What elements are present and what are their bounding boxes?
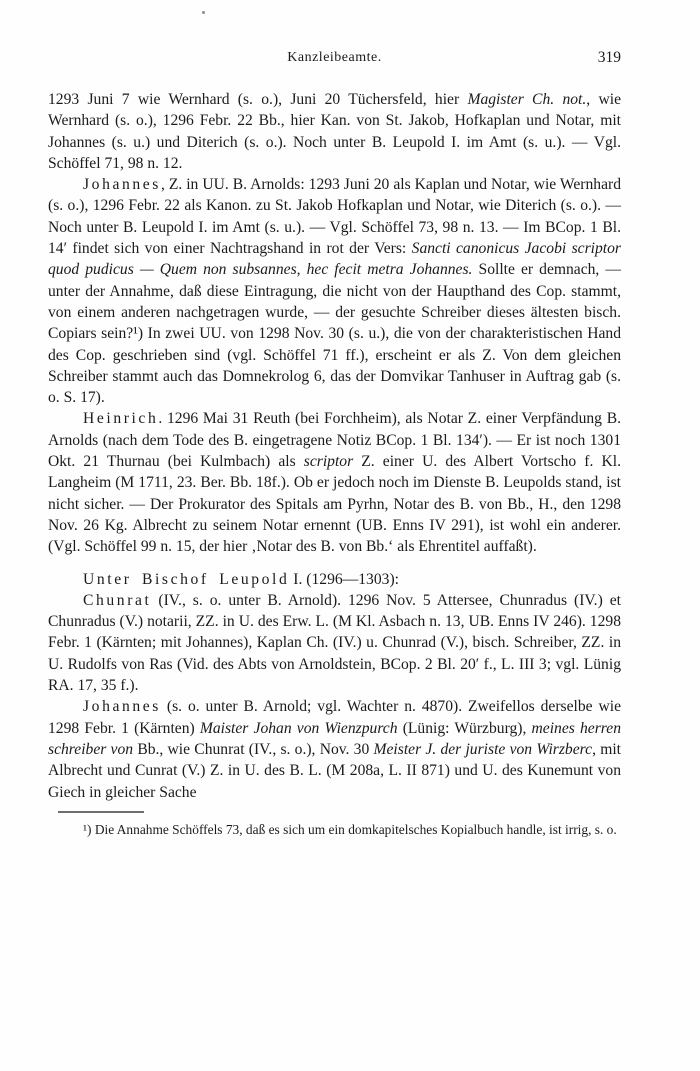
italic-text-run: Meister J. der juriste von Wirzberc — [373, 740, 593, 758]
paragraph — [48, 696, 621, 802]
text-run: . 1296 Mai 31 Reuth (bei Forchheim), als Notar Z. einer Verpfändung B. Arnolds (nach dem Tode des B. eingetragene Notiz BCop. 1 Bl. 134′). — Er ist noch 1301 Okt. 21 Thurnau (bei Kulmbach) als — [48, 410, 621, 471]
italic-text-run: Magister Ch. not. — [467, 91, 587, 108]
paragraph — [48, 590, 621, 696]
footnote-text: ¹) Die Annahme Schöffels 73, daß es sich um ein domkapitelsches Kopialbuch handle, ist irrig, s. o. — [83, 821, 617, 837]
italic-text-run: scriptor — [303, 453, 354, 471]
paragraph — [48, 174, 621, 408]
letterspaced-name: Unter Bischof Leupold — [83, 570, 290, 588]
text-run: (IV., s. o. unter B. Arnold). 1296 Nov. 5 Attersee, Chunradus (IV.) et Chunradus (V.) notarii, ZZ. in U. des Erw. L. (M Kl. Asbach n. 13, UB. Enns IV 246). 1298 Febr. 1 (Kärnten; mit Johannes), Kaplan Ch. (IV.) u. Chunrad (V.), bisch. Schreiber, ZZ. in U. Rudolfs von Ras (Vid. des Abts von Arnoldstein, BCop. 2 Bl. 20′ f., L. III 3; vgl. Lünig RA. 17, 35 f.). — [48, 591, 621, 695]
page-content — [48, 0, 621, 840]
letterspaced-name: Johannes — [83, 698, 161, 716]
paragraph — [48, 408, 621, 557]
body-text — [48, 89, 621, 803]
page-number: 319 — [597, 49, 621, 66]
footnote-block — [48, 811, 621, 841]
section-heading — [48, 569, 621, 590]
text-run: Z. einer U. des Albert Vortscho f. Kl. Langheim (M 1711, 23. Ber. Bb. 18f.). Ob er jedoch noch im Dienste B. Leupolds stand, ist nicht sicher. — Der Prokurator des Spitals am Pyrhn, Notar des B. von Bb., H., den 1298 Nov. 26 Kg. Albrecht zu seinem Notar ernennt (UB. Enns IV 291), ist wohl ein anderer. (Vgl. Schöffel 99 n. 15, der hier ‚Notar des B. von Bb.‘ als Ehrentitel auffaßt). — [48, 453, 621, 556]
letterspaced-name: Heinrich — [83, 410, 159, 428]
footnote-rule — [58, 811, 144, 813]
text-run: Bb., wie Chunrat (IV., s. o.), Nov. 30 — [137, 740, 374, 758]
italic-text-run: Sancti canonicus Jacobi scriptor quod pudicus — Quem non subsannes, hec fecit metra Johannes. — [48, 240, 621, 279]
text-run: , wie Wernhard (s. o.), 1296 Febr. 22 Bb., hier Kan. von St. Jakob, Hofkaplan und Notar, mit Johannes (s. u.) und Diterich (s. o.). Noch unter B. Leupold I. im Amt (s. u.). — Vgl. Schöffel 71, 98 n. 12. — [48, 91, 621, 172]
text-run: , mit Albrecht und Cunrat (V.) Z. in U. des B. L. (M 208a, L. II 871) und U. des Kunemunt von Giech in gleicher Sache — [48, 740, 621, 801]
letterspaced-name: Johannes — [83, 176, 161, 194]
text-run: (s. o. unter B. Arnold; vgl. Wachter n. 4870). Zweifellos derselbe wie 1298 Febr. 1 (Kärnten) — [48, 698, 621, 737]
running-head — [48, 50, 621, 68]
text-run: I. (1296—1303): — [289, 570, 399, 588]
text-run: (Lünig: Würzburg), — [397, 719, 532, 737]
text-run: , Z. in UU. B. Arnolds: 1293 Juni 20 als Kaplan und Notar, wie Wernhard (s. o.), 1296 Febr. 22 als Kanon. zu St. Jakob Hofkaplan und Notar, wie Diterich (s. o.). — Noch unter B. Leupold I. im Amt (s. u.). — Vgl. Schöffel 73, 98 n. 13. — Im BCop. 1 Bl. 14′ findet sich von einer Nachtragshand in rot der Vers: — [48, 176, 621, 258]
text-run: Sollte er demnach, — unter der Annahme, daß diese Eintragung, die nicht von der Haupthand des Cop. stammt, von einem anderen nachgetragen wurde, — der gesuchte Schreiber dieses ältesten bisch. Copiars sein?¹) In zwei UU. von 1298 Nov. 30 (s. u.), die von der charakteristischen Hand des Cop. geschrieben sind (vgl. Schöffel 71 ff.), erscheint er als Z. Von dem gleichen Schreiber stammt auch das Domnekrolog 6, das der Domvikar Tanhuser in Auftrag gab (s. o. S. 17). — [48, 261, 621, 407]
paragraph — [48, 89, 621, 174]
running-head-title: Kanzleibeamte. — [287, 50, 382, 65]
italic-text-run: Maister Johan von Wienzpurch — [199, 719, 398, 737]
letterspaced-name: Chunrat — [83, 591, 152, 609]
italic-text-run: meines herren schreiber von — [48, 719, 621, 758]
text-run: 1293 Juni 7 wie Wernhard (s. o.), Juni 20 Tüchersfeld, hier — [48, 91, 468, 108]
